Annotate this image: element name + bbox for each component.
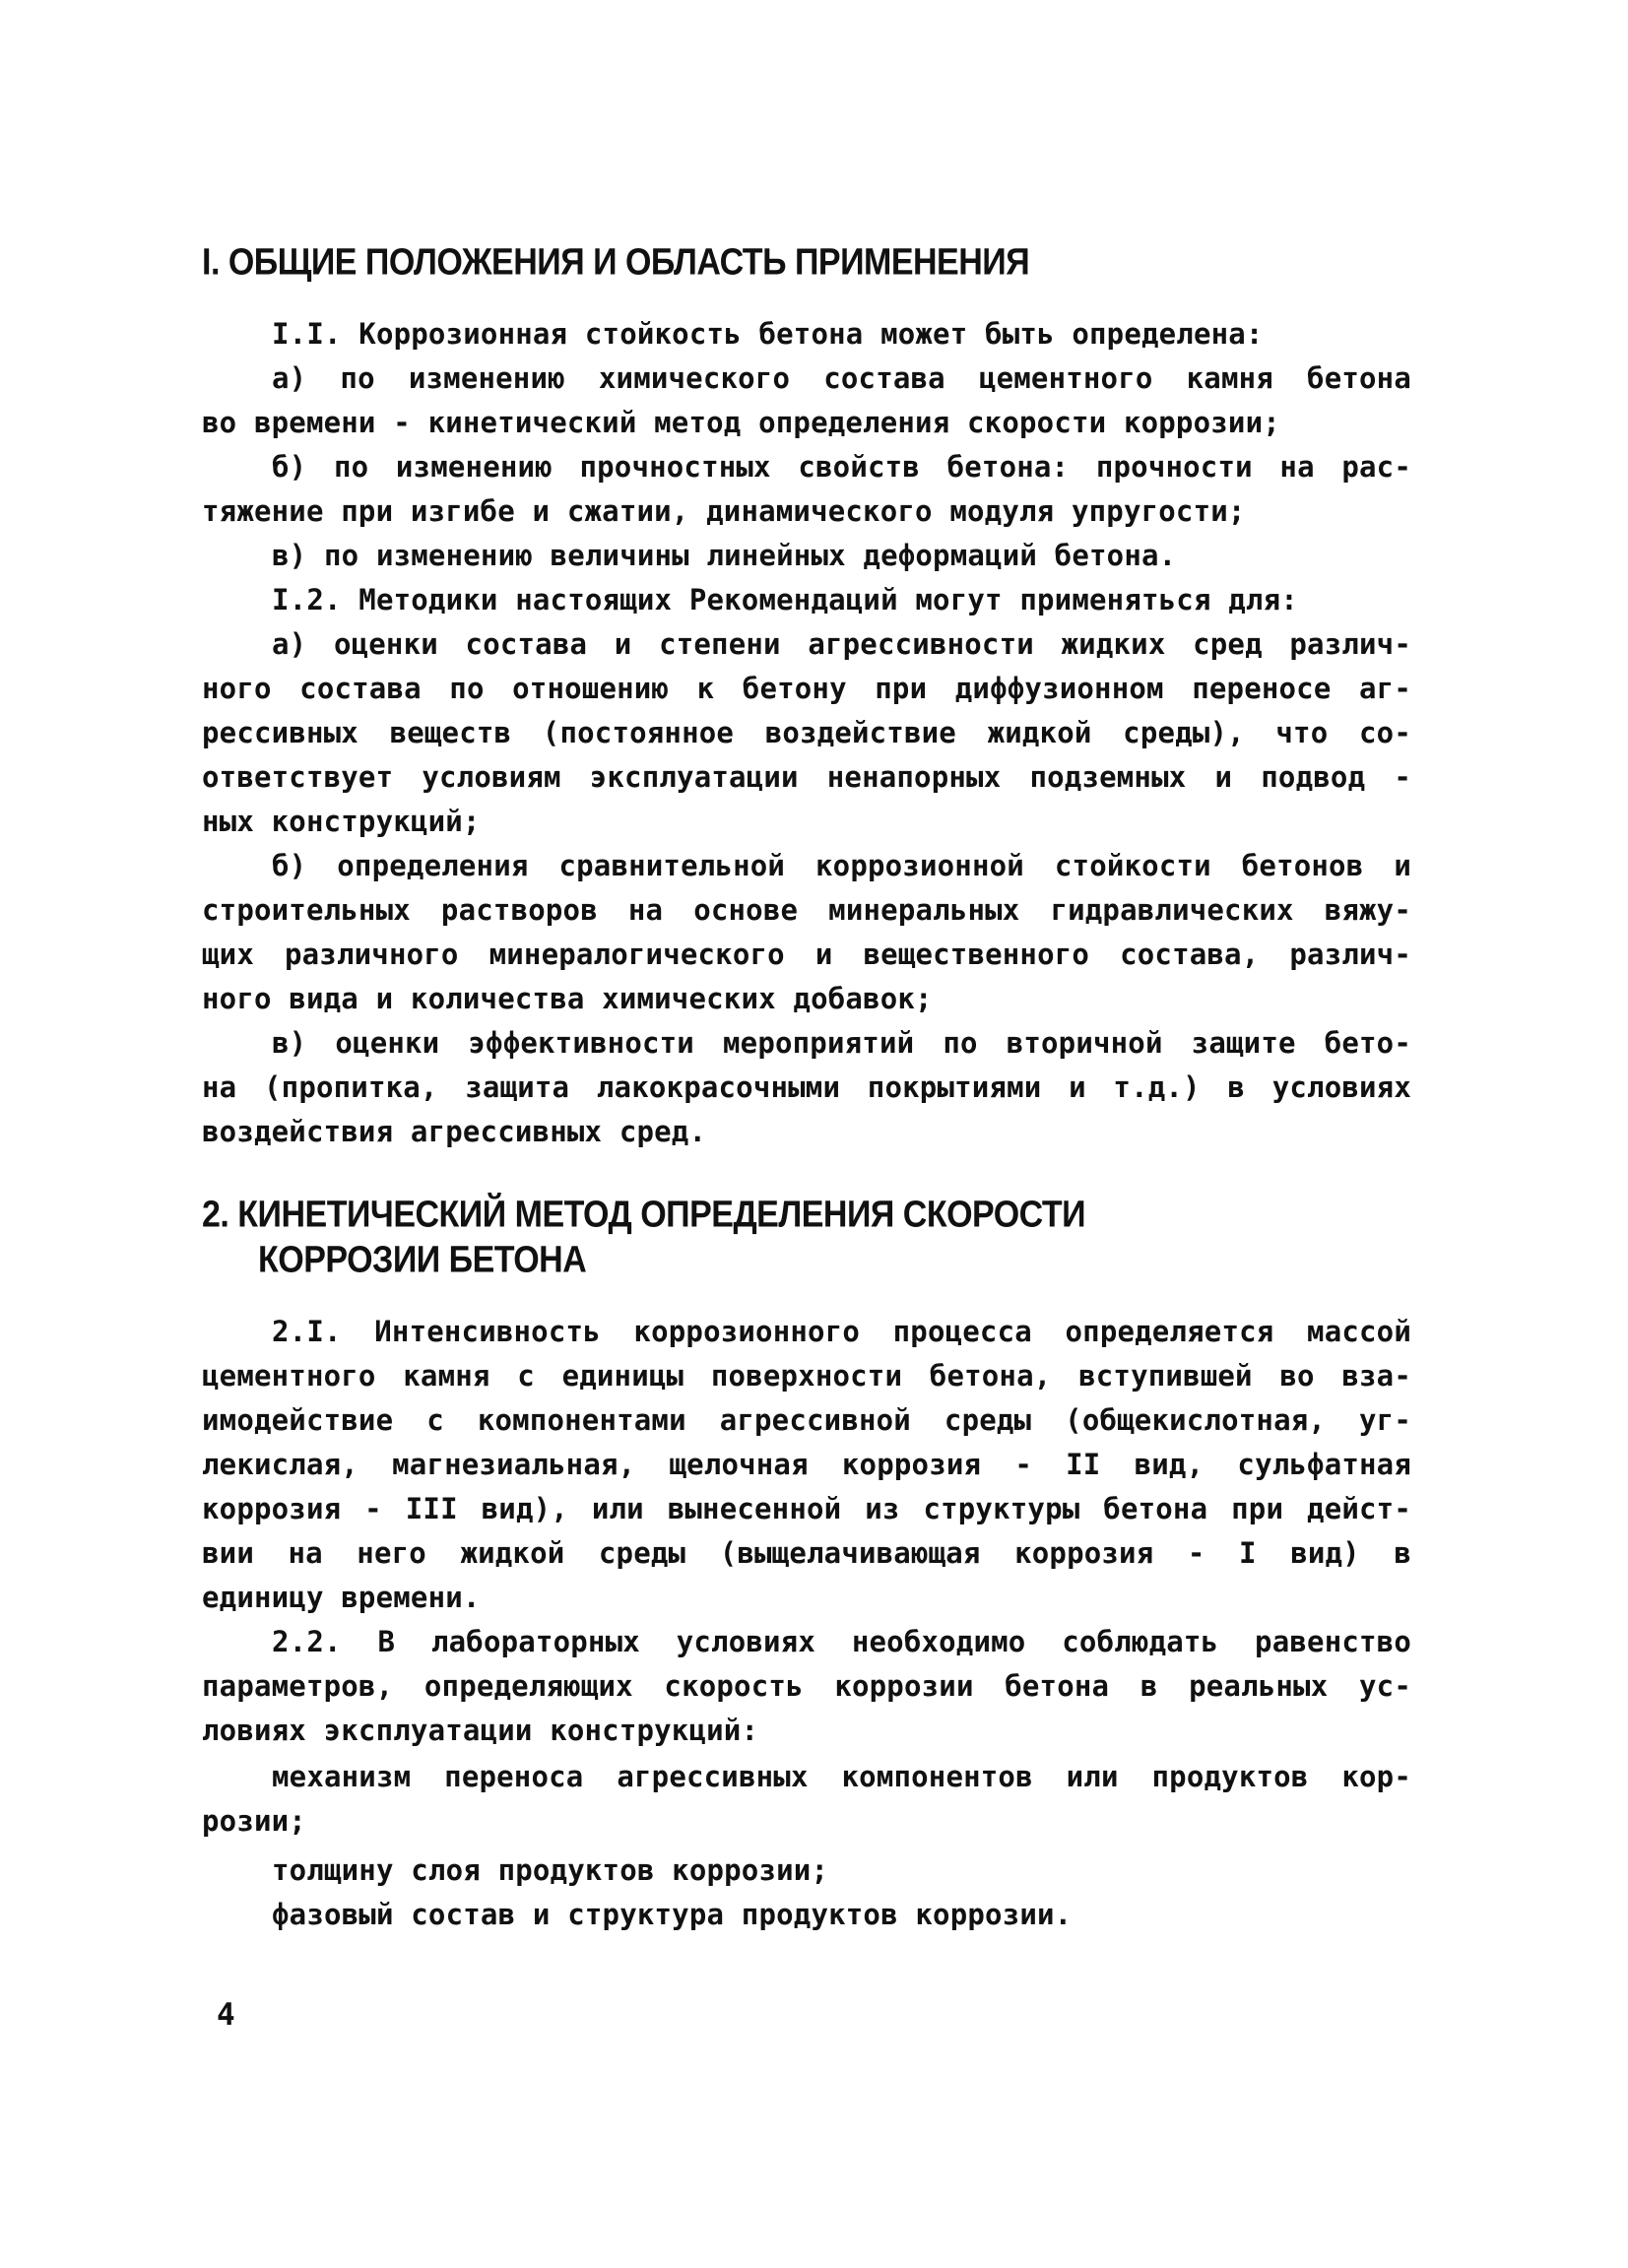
item-1-1-a-cont: во времени - кинетический метод определения скорости коррозии; — [202, 406, 1280, 439]
item-1-1-a: а) по изменению химического состава цементного камня бетона — [272, 361, 1411, 395]
item-1-2-b-cont-2: щих различного минералогического и вещественного состава, различ- — [202, 938, 1411, 971]
item-1-2-a: а) оценки состава и степени агрессивности жидких сред различ- — [272, 627, 1411, 661]
item-1-2-b-cont-1: строительных растворов на основе минеральных гидравлических вяжу- — [202, 893, 1411, 927]
paragraph-2-1-cont-6: единицу времени. — [202, 1581, 481, 1614]
section-1-heading: I. ОБЩИЕ ПОЛОЖЕНИЯ И ОБЛАСТЬ ПРИМЕНЕНИЯ — [202, 241, 1030, 284]
list-item-thickness: толщину слоя продуктов коррозии; — [272, 1853, 829, 1887]
item-1-2-b: б) определения сравнительной коррозионной стойкости бетонов и — [272, 849, 1411, 882]
paragraph-2-2: 2.2. В лабораторных условиях необходимо соблюдать равенство — [272, 1625, 1411, 1658]
paragraph-2-1-cont-3: лекислая, магнезиальная, щелочная коррозия - II вид, сульфатная — [202, 1448, 1411, 1481]
item-1-1-c: в) по изменению величины линейных деформаций бетона. — [272, 539, 1177, 572]
paragraph-2-2-cont-2: ловиях эксплуатации конструкций: — [202, 1714, 759, 1747]
item-1-2-b-cont-3: ного вида и количества химических добавок; — [202, 982, 933, 1015]
paragraph-2-1-cont-1: цементного камня с единицы поверхности бетона, вступившей во вза- — [202, 1359, 1411, 1393]
list-item-transport-cont: розии; — [202, 1804, 306, 1838]
list-item-phase: фазовый состав и структура продуктов коррозии. — [272, 1898, 1073, 1931]
item-1-2-c: в) оценки эффективности мероприятий по вторичной защите бето- — [272, 1026, 1411, 1060]
paragraph-2-1: 2.I. Интенсивность коррозионного процесса определяется массой — [272, 1315, 1411, 1348]
paragraph-1-1: I.I. Коррозионная стойкость бетона может быть определена: — [272, 317, 1264, 351]
item-1-2-a-cont-3: ответствует условиям эксплуатации ненапорных подземных и подвод - — [202, 760, 1411, 794]
paragraph-1-2: I.2. Методики настоящих Рекомендаций могут применяться для: — [272, 583, 1298, 616]
item-1-1-b-cont: тяжение при изгибе и сжатии, динамического модуля упругости; — [202, 494, 1246, 528]
paragraph-2-1-cont-5: вии на него жидкой среды (выщелачивающая коррозия - I вид) в — [202, 1536, 1411, 1570]
section-2-heading-line-1: 2. КИНЕТИЧЕСКИЙ МЕТОД ОПРЕДЕЛЕНИЯ СКОРОСТИ — [202, 1194, 1086, 1236]
list-item-transport: механизм переноса агрессивных компонентов или продуктов кор- — [272, 1760, 1411, 1793]
item-1-2-a-cont-4: ных конструкций; — [202, 805, 481, 838]
page-number: 4 — [217, 1997, 235, 2033]
paragraph-2-1-cont-4: коррозия - III вид), или вынесенной из структуры бетона при дейст- — [202, 1492, 1411, 1525]
paragraph-2-2-cont-1: параметров, определяющих скорость коррозии бетона в реальных ус- — [202, 1669, 1411, 1703]
item-1-2-a-cont-2: рессивных веществ (постоянное воздействие жидкой среды), что со- — [202, 716, 1411, 749]
section-2-heading-line-2: КОРРОЗИИ БЕТОНА — [258, 1239, 587, 1281]
item-1-2-c-cont-1: на (пропитка, защита лакокрасочными покрытиями и т.д.) в условиях — [202, 1070, 1411, 1104]
item-1-2-a-cont-1: ного состава по отношению к бетону при диффузионном переносе аг- — [202, 672, 1411, 705]
paragraph-2-1-cont-2: имодействие с компонентами агрессивной среды (общекислотная, уг- — [202, 1403, 1411, 1437]
item-1-2-c-cont-2: воздействия агрессивных сред. — [202, 1115, 707, 1148]
item-1-1-b: б) по изменению прочностных свойств бетона: прочности на рас- — [272, 450, 1411, 484]
